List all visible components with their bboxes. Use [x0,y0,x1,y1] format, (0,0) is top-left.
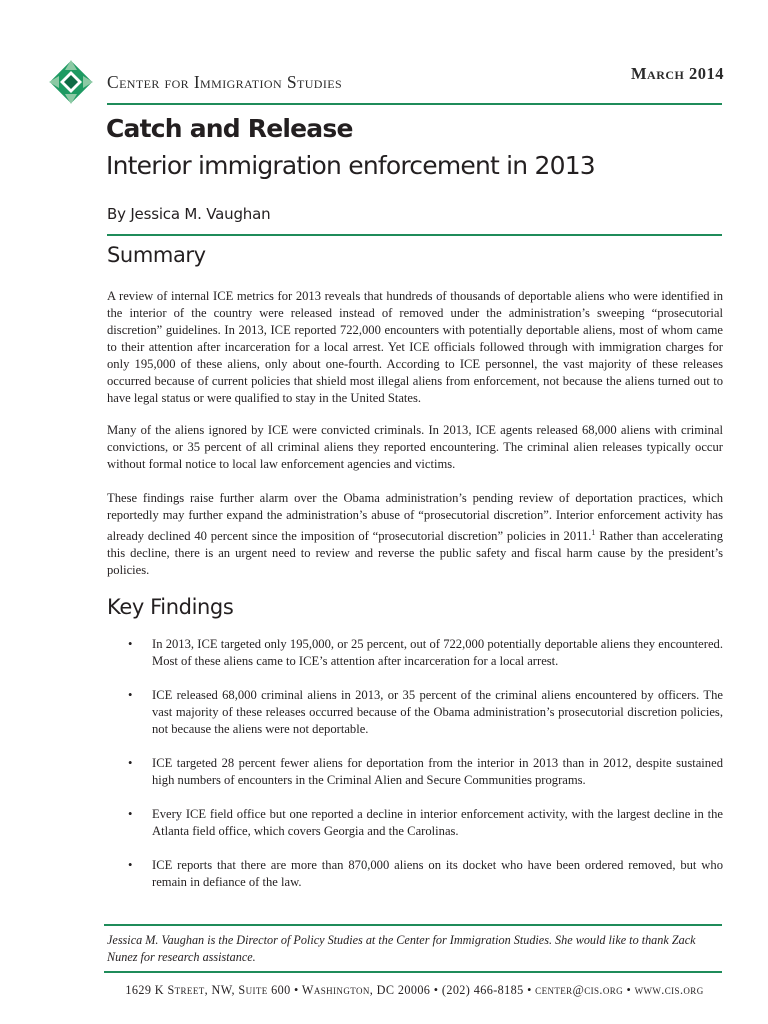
author-byline: By Jessica M. Vaughan [107,205,271,223]
author-note: Jessica M. Vaughan is the Director of Policy Studies at the Center for Immigration Studies. She would like to thank Zack Nunez for research assistance. [107,933,696,964]
summary-paragraph-3-continued: Rather than accelerating this decline, there is an urgent need to review and reverse the public safety and fiscal harm cause by the president’s policies. [107,529,724,578]
footnote-marker: 1 [591,528,596,537]
finding-text: In 2013, ICE targeted only 195,000, or 25 percent, out of 722,000 potentially deportable aliens they encountered. Most of these aliens came to ICE’s attention after incarceration for a local arrest. [152,637,723,668]
summary-paragraph-3-text: These findings raise further alarm over the Obama administration’s pending review of deportation practices, which reportedly may further expand the administration’s abuse of “prosecutorial discretion”. Interior enforcement activity has already declined 40 percent since the imposition of “prosecutorial discretion” policies in 2011. [107,491,723,544]
key-findings-list [128,636,723,908]
publication-date: March 2014 [630,64,724,83]
summary-paragraph-2: Many of the aliens ignored by ICE were convicted criminals. In 2013, ICE agents released 68,000 aliens with criminal convictions, or 35 percent of all criminal aliens they reported encountering. The criminal alien releases typically occur without formal notice to local law enforcement agencies and victims. [107,423,723,471]
finding-text: Every ICE field office but one reported a decline in interior enforcement activity, with the largest decline in the Atlanta field office, which covers Georgia and the Carolinas. [152,807,723,838]
report-subtitle: Interior immigration enforcement in 2013 [106,151,595,180]
list-item [128,857,723,891]
summary-paragraph-1: A review of internal ICE metrics for 2013 reveals that hundreds of thousands of deportable aliens who were identified in the interior of the country were released instead of removed under the administration’s sweeping “prosecutorial discretion” guidelines. In 2013, ICE reported 722,000 encounters with potentially deportable aliens, most of whom came to their attention after incarceration for a local arrest. Yet ICE officials followed through with immigration charges for only 195,000 of these aliens, only about one-fourth. According to ICE personnel, the vast majority of these releases occurred because of current policies that shield most illegal aliens from enforcement, not because the aliens turned out to have legal status or were qualified to stay in the United States. [107,289,723,405]
title-rule [107,234,722,236]
list-item [128,755,723,789]
finding-text: ICE reports that there are more than 870,000 aliens on its docket who have been ordered removed, but who remain in defiance of the law. [152,858,723,889]
footer-rule-bottom [104,971,722,973]
bullet-icon: • [128,756,133,770]
list-item [128,687,723,738]
footer-rule-top [104,924,722,926]
finding-text: ICE targeted 28 percent fewer aliens for deportation from the interior in 2013 than in 2012, despite sustained high numbers of encounters in the Criminal Alien and Secure Communities programs. [152,756,723,787]
key-findings-heading: Key Findings [107,595,234,619]
report-title: Catch and Release [106,114,353,143]
org-name: Center for Immigration Studies [107,72,343,92]
bullet-icon: • [128,807,133,821]
list-item [128,636,723,670]
list-item [128,806,723,840]
summary-heading: Summary [107,243,206,267]
summary-paragraph-3 [107,490,723,579]
contact-address: 1629 K Street, NW, Suite 600 • Washington, DC 20006 • (202) 466-8185 • center@cis.org • www.cis.org [125,983,704,997]
header-rule [107,103,722,105]
bullet-icon: • [128,637,133,651]
bullet-icon: • [128,858,133,872]
finding-text: ICE released 68,000 criminal aliens in 2013, or 35 percent of the criminal aliens encountered by officers. The vast majority of these releases occurred because of the Obama administration’s prosecutorial discretion policies, not because the aliens were not deportable. [152,688,723,736]
bullet-icon: • [128,688,133,702]
cis-logo-icon [44,55,98,109]
